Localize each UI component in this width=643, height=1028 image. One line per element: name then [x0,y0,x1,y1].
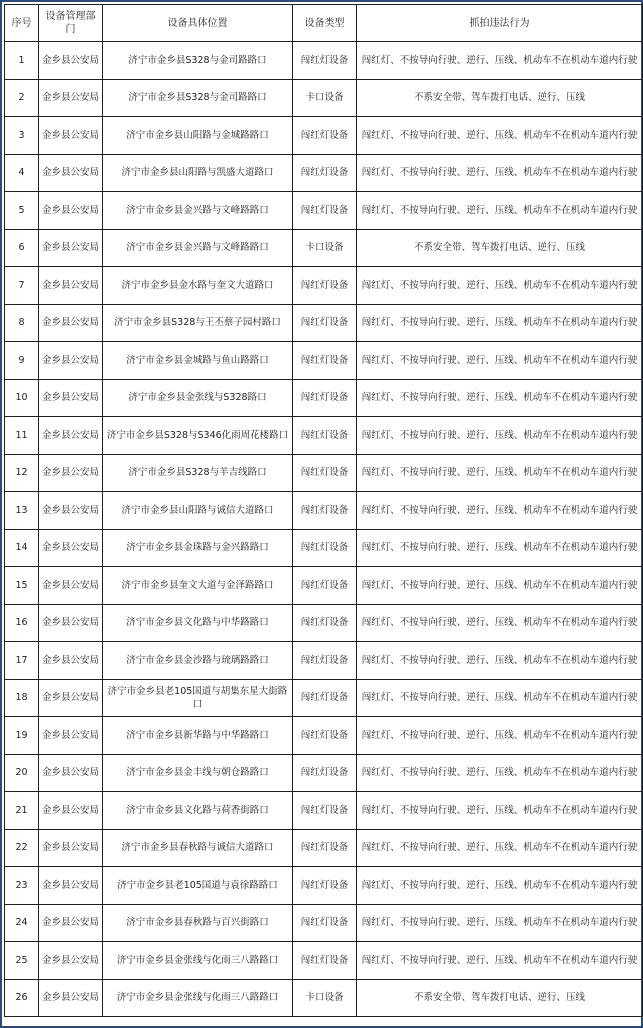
cell-type: 闯红灯设备 [293,42,357,80]
cell-location: 济宁市金乡县金珠路与金兴路路口 [103,529,293,567]
cell-behavior: 闯红灯、不按导向行驶、逆行、压线、机动车不在机动车道内行驶 [357,304,643,342]
cell-location: 济宁市金乡县S328与王丕蔡子园村路口 [103,304,293,342]
table-row [5,417,643,455]
cell-location: 济宁市金乡县S328与S346化雨周花楼路口 [103,417,293,455]
cell-type: 闯红灯设备 [293,942,357,980]
table-row [5,229,643,267]
cell-no: 15 [5,567,39,605]
cell-behavior: 闯红灯、不按导向行驶、逆行、压线、机动车不在机动车道内行驶 [357,342,643,380]
cell-type: 卡口设备 [293,979,357,1017]
cell-type: 闯红灯设备 [293,379,357,417]
header-no: 序号 [5,5,39,42]
cell-type: 闯红灯设备 [293,867,357,905]
cell-location: 济宁市金乡县金沙路与琉璃路路口 [103,642,293,680]
table-row [5,379,643,417]
cell-dept: 金乡县公安局 [39,679,103,717]
cell-no: 22 [5,829,39,867]
cell-type: 闯红灯设备 [293,417,357,455]
cell-location: 济宁市金乡县金水路与奎文大道路口 [103,267,293,305]
cell-location: 济宁市金乡县S328与羊吉线路口 [103,454,293,492]
cell-type: 闯红灯设备 [293,304,357,342]
table-row [5,117,643,155]
cell-behavior: 闯红灯、不按导向行驶、逆行、压线、机动车不在机动车道内行驶 [357,942,643,980]
table-row [5,829,643,867]
cell-dept: 金乡县公安局 [39,454,103,492]
cell-location: 济宁市金乡县奎文大道与金泽路路口 [103,567,293,605]
cell-dept: 金乡县公安局 [39,117,103,155]
table-row [5,492,643,530]
header-location: 设备具体位置 [103,5,293,42]
cell-dept: 金乡县公安局 [39,154,103,192]
cell-type: 闯红灯设备 [293,792,357,830]
cell-dept: 金乡县公安局 [39,792,103,830]
table-row [5,604,643,642]
cell-no: 26 [5,979,39,1017]
cell-no: 12 [5,454,39,492]
cell-location: 济宁市金乡县春秋路与百兴街路口 [103,904,293,942]
cell-no: 9 [5,342,39,380]
cell-type: 闯红灯设备 [293,679,357,717]
cell-no: 19 [5,717,39,755]
cell-dept: 金乡县公安局 [39,79,103,117]
cell-type: 闯红灯设备 [293,904,357,942]
cell-behavior: 闯红灯、不按导向行驶、逆行、压线、机动车不在机动车道内行驶 [357,717,643,755]
cell-location: 济宁市金乡县金兴路与文峰路路口 [103,229,293,267]
cell-behavior: 闯红灯、不按导向行驶、逆行、压线、机动车不在机动车道内行驶 [357,492,643,530]
table-row [5,867,643,905]
cell-location: 济宁市金乡县金张线与S328路口 [103,379,293,417]
table-row [5,717,643,755]
cell-behavior: 闯红灯、不按导向行驶、逆行、压线、机动车不在机动车道内行驶 [357,267,643,305]
cell-type: 卡口设备 [293,229,357,267]
cell-no: 6 [5,229,39,267]
cell-no: 16 [5,604,39,642]
cell-no: 2 [5,79,39,117]
cell-location: 济宁市金乡县山阳路与诚信大道路口 [103,492,293,530]
header-type: 设备类型 [293,5,357,42]
cell-location: 济宁市金乡县文化路与荷香街路口 [103,792,293,830]
cell-no: 24 [5,904,39,942]
cell-no: 25 [5,942,39,980]
table-row [5,942,643,980]
cell-location: 济宁市金乡县金兴路与文峰路路口 [103,192,293,230]
table-header [5,5,643,42]
table-row [5,567,643,605]
cell-behavior: 闯红灯、不按导向行驶、逆行、压线、机动车不在机动车道内行驶 [357,192,643,230]
cell-type: 闯红灯设备 [293,529,357,567]
table-row [5,454,643,492]
cell-behavior: 闯红灯、不按导向行驶、逆行、压线、机动车不在机动车道内行驶 [357,154,643,192]
cell-dept: 金乡县公安局 [39,492,103,530]
cell-location: 济宁市金乡县金城路与鱼山路路口 [103,342,293,380]
cell-dept: 金乡县公安局 [39,229,103,267]
cell-dept: 金乡县公安局 [39,529,103,567]
table-row [5,792,643,830]
table-row [5,529,643,567]
cell-dept: 金乡县公安局 [39,979,103,1017]
cell-type: 闯红灯设备 [293,117,357,155]
cell-location: 济宁市金乡县S328与金司路路口 [103,79,293,117]
cell-type: 闯红灯设备 [293,154,357,192]
table-row [5,304,643,342]
cell-location: 济宁市金乡县春秋路与诚信大道路口 [103,829,293,867]
cell-behavior: 闯红灯、不按导向行驶、逆行、压线、机动车不在机动车道内行驶 [357,792,643,830]
table-row [5,642,643,680]
cell-no: 4 [5,154,39,192]
table-row [5,679,643,717]
cell-no: 5 [5,192,39,230]
table-row [5,154,643,192]
cell-dept: 金乡县公安局 [39,567,103,605]
device-table [4,4,643,1017]
table-body [5,42,643,1017]
cell-behavior: 闯红灯、不按导向行驶、逆行、压线、机动车不在机动车道内行驶 [357,904,643,942]
header-row [5,5,643,42]
table-row [5,904,643,942]
cell-dept: 金乡县公安局 [39,604,103,642]
cell-location: 济宁市金乡县山阳路与凯盛大道路口 [103,154,293,192]
cell-behavior: 闯红灯、不按导向行驶、逆行、压线、机动车不在机动车道内行驶 [357,417,643,455]
cell-behavior: 不系安全带、驾车拨打电话、逆行、压线 [357,229,643,267]
cell-behavior: 闯红灯、不按导向行驶、逆行、压线、机动车不在机动车道内行驶 [357,379,643,417]
cell-type: 闯红灯设备 [293,454,357,492]
cell-dept: 金乡县公安局 [39,267,103,305]
cell-no: 18 [5,679,39,717]
cell-dept: 金乡县公安局 [39,192,103,230]
cell-behavior: 闯红灯、不按导向行驶、逆行、压线、机动车不在机动车道内行驶 [357,42,643,80]
cell-type: 闯红灯设备 [293,642,357,680]
cell-no: 3 [5,117,39,155]
cell-no: 8 [5,304,39,342]
cell-no: 14 [5,529,39,567]
cell-behavior: 闯红灯、不按导向行驶、逆行、压线、机动车不在机动车道内行驶 [357,642,643,680]
table-row [5,79,643,117]
cell-dept: 金乡县公安局 [39,342,103,380]
cell-behavior: 闯红灯、不按导向行驶、逆行、压线、机动车不在机动车道内行驶 [357,529,643,567]
cell-location: 济宁市金乡县S328与金司路路口 [103,42,293,80]
cell-type: 闯红灯设备 [293,342,357,380]
cell-type: 卡口设备 [293,79,357,117]
table-row [5,42,643,80]
cell-location: 济宁市金乡县老105国道与袁徐路路口 [103,867,293,905]
cell-behavior: 闯红灯、不按导向行驶、逆行、压线、机动车不在机动车道内行驶 [357,867,643,905]
cell-location: 济宁市金乡县金丰线与朝仓路路口 [103,754,293,792]
cell-type: 闯红灯设备 [293,267,357,305]
cell-behavior: 闯红灯、不按导向行驶、逆行、压线、机动车不在机动车道内行驶 [357,754,643,792]
cell-no: 1 [5,42,39,80]
cell-location: 济宁市金乡县老105国道与胡集东星大街路口 [103,679,293,717]
cell-no: 10 [5,379,39,417]
cell-dept: 金乡县公安局 [39,754,103,792]
cell-dept: 金乡县公安局 [39,717,103,755]
cell-location: 济宁市金乡县文化路与中华路路口 [103,604,293,642]
cell-no: 20 [5,754,39,792]
cell-dept: 金乡县公安局 [39,829,103,867]
cell-behavior: 闯红灯、不按导向行驶、逆行、压线、机动车不在机动车道内行驶 [357,567,643,605]
cell-dept: 金乡县公安局 [39,304,103,342]
cell-dept: 金乡县公安局 [39,42,103,80]
cell-type: 闯红灯设备 [293,829,357,867]
cell-type: 闯红灯设备 [293,754,357,792]
cell-no: 23 [5,867,39,905]
cell-no: 13 [5,492,39,530]
cell-dept: 金乡县公安局 [39,379,103,417]
cell-behavior: 闯红灯、不按导向行驶、逆行、压线、机动车不在机动车道内行驶 [357,117,643,155]
cell-dept: 金乡县公安局 [39,904,103,942]
cell-type: 闯红灯设备 [293,717,357,755]
cell-behavior: 闯红灯、不按导向行驶、逆行、压线、机动车不在机动车道内行驶 [357,679,643,717]
cell-location: 济宁市金乡县新华路与中华路路口 [103,717,293,755]
cell-location: 济宁市金乡县金张线与化雨三八路路口 [103,979,293,1017]
cell-behavior: 不系安全带、驾车拨打电话、逆行、压线 [357,79,643,117]
table-row [5,342,643,380]
cell-dept: 金乡县公安局 [39,867,103,905]
cell-type: 闯红灯设备 [293,192,357,230]
cell-type: 闯红灯设备 [293,492,357,530]
cell-no: 17 [5,642,39,680]
cell-location: 济宁市金乡县金张线与化雨三八路路口 [103,942,293,980]
cell-behavior: 闯红灯、不按导向行驶、逆行、压线、机动车不在机动车道内行驶 [357,604,643,642]
table-row [5,979,643,1017]
cell-dept: 金乡县公安局 [39,642,103,680]
cell-behavior: 闯红灯、不按导向行驶、逆行、压线、机动车不在机动车道内行驶 [357,829,643,867]
cell-location: 济宁市金乡县山阳路与金城路路口 [103,117,293,155]
cell-no: 7 [5,267,39,305]
cell-no: 11 [5,417,39,455]
cell-type: 闯红灯设备 [293,567,357,605]
cell-type: 闯红灯设备 [293,604,357,642]
table-row [5,192,643,230]
header-behavior: 抓拍违法行为 [357,5,643,42]
cell-dept: 金乡县公安局 [39,417,103,455]
table-row [5,754,643,792]
header-dept: 设备管理部门 [39,5,103,42]
cell-no: 21 [5,792,39,830]
cell-behavior: 不系安全带、驾车拨打电话、逆行、压线 [357,979,643,1017]
cell-behavior: 闯红灯、不按导向行驶、逆行、压线、机动车不在机动车道内行驶 [357,454,643,492]
table-row [5,267,643,305]
cell-dept: 金乡县公安局 [39,942,103,980]
